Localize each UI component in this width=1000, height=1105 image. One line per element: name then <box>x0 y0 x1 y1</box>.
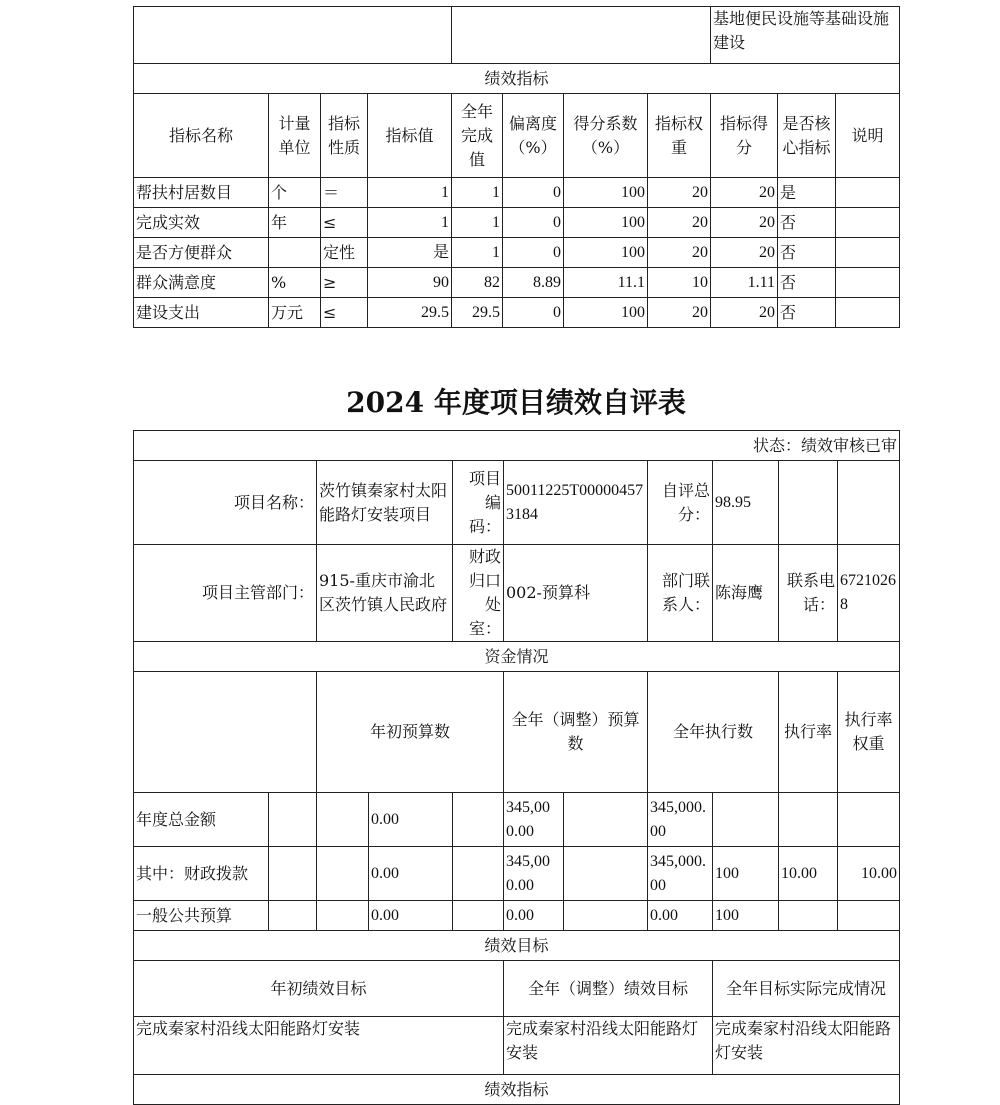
header-cell: 计量单位 <box>269 94 321 178</box>
table-row <box>134 298 900 328</box>
nature-cell: ≥ <box>321 268 368 298</box>
empty-cell <box>779 461 838 545</box>
unit-cell: 年 <box>269 208 321 238</box>
header-cell: 说明 <box>836 94 900 178</box>
page-title: 2024 年度项目绩效自评表 <box>346 386 686 419</box>
header-cell: 全年（调整）绩效目标 <box>504 961 713 1017</box>
header-cell: 全年目标实际完成情况 <box>713 961 900 1017</box>
contact-label: 部门联系人： <box>648 545 713 642</box>
empty-cell <box>269 847 317 901</box>
value-cell: 100 <box>564 298 648 328</box>
note-cell <box>836 208 900 238</box>
finance-value: 002-预算科 <box>504 545 648 642</box>
fragment-text: 基地便民设施等基础设施建设 <box>711 7 900 64</box>
dept-label: 项目主管部门： <box>134 545 317 642</box>
section-title-indicators: 绩效指标 <box>134 64 900 94</box>
empty-cell <box>134 7 452 64</box>
core-cell: 否 <box>778 208 836 238</box>
adjusted-goal: 完成秦家村沿线太阳能路灯安装 <box>504 1017 713 1075</box>
value-cell: 1 <box>452 208 503 238</box>
header-cell: 年初绩效目标 <box>134 961 504 1017</box>
empty-cell <box>564 847 648 901</box>
nature-cell: ＝ <box>321 178 368 208</box>
table-row <box>134 793 900 847</box>
value-cell: 20 <box>648 238 711 268</box>
table-row <box>134 901 900 931</box>
value-cell: 8.89 <box>503 268 564 298</box>
value-cell: 20 <box>648 298 711 328</box>
value-cell: 11.1 <box>564 268 648 298</box>
table-row <box>134 208 900 238</box>
initial-goal: 完成秦家村沿线太阳能路灯安装 <box>134 1017 504 1075</box>
adjusted-budget: 0.00 <box>504 901 564 931</box>
value-cell: 20 <box>711 178 778 208</box>
value-cell: 是 <box>368 238 452 268</box>
value-cell: 0 <box>503 298 564 328</box>
empty-cell <box>453 901 504 931</box>
empty-cell <box>269 901 317 931</box>
value-cell: 10 <box>648 268 711 298</box>
note-cell <box>836 178 900 208</box>
value-cell: 20 <box>711 238 778 268</box>
value-cell: 0 <box>503 208 564 238</box>
note-cell <box>836 298 900 328</box>
value-cell: 1 <box>368 178 452 208</box>
core-cell: 否 <box>778 268 836 298</box>
empty-cell <box>317 901 369 931</box>
empty-cell <box>564 793 648 847</box>
indicator-name: 群众满意度 <box>134 268 269 298</box>
table-row <box>134 847 900 901</box>
empty-cell <box>453 847 504 901</box>
header-cell: 执行率权重 <box>838 672 900 793</box>
section-title-indicators-bottom: 绩效指标 <box>134 1075 900 1105</box>
header-cell: 全年（调整）预算数 <box>504 672 648 793</box>
value-cell: 20 <box>648 178 711 208</box>
finance-label: 财政归口处室： <box>453 545 504 642</box>
project-name-label: 项目名称： <box>134 461 317 545</box>
goals-header-row <box>134 961 900 1017</box>
exec-weight <box>779 901 838 931</box>
value-cell: 100 <box>564 238 648 268</box>
exec-score: 10.00 <box>838 847 900 901</box>
value-cell: 1 <box>452 238 503 268</box>
header-cell: 指标值 <box>368 94 452 178</box>
table-row <box>134 1017 900 1075</box>
value-cell: 20 <box>648 208 711 238</box>
funds-label: 其中：财政拨款 <box>134 847 269 901</box>
value-cell: 29.5 <box>368 298 452 328</box>
contact-value: 陈海鹰 <box>713 545 779 642</box>
exec-score <box>838 793 900 847</box>
executed-amount: 0.00 <box>648 901 713 931</box>
header-cell: 偏离度（%） <box>503 94 564 178</box>
exec-rate <box>713 793 779 847</box>
section-title-goals: 绩效目标 <box>134 931 900 961</box>
value-cell: 90 <box>368 268 452 298</box>
phone-value: 67210268 <box>838 545 900 642</box>
core-cell: 是 <box>778 178 836 208</box>
value-cell: 20 <box>711 298 778 328</box>
empty-cell <box>317 847 369 901</box>
header-cell: 是否核心指标 <box>778 94 836 178</box>
exec-weight <box>779 793 838 847</box>
empty-cell <box>564 901 648 931</box>
indicator-name: 建设支出 <box>134 298 269 328</box>
value-cell: 82 <box>452 268 503 298</box>
dept-value: 915-重庆市渝北区茨竹镇人民政府 <box>317 545 453 642</box>
core-cell: 否 <box>778 298 836 328</box>
table-row <box>134 178 900 208</box>
executed-amount: 345,000.00 <box>648 793 713 847</box>
header-cell: 指标性质 <box>321 94 368 178</box>
actual-completion: 完成秦家村沿线太阳能路灯安装 <box>713 1017 900 1075</box>
unit-cell: 万元 <box>269 298 321 328</box>
value-cell: 0 <box>503 178 564 208</box>
empty-cell <box>317 793 369 847</box>
header-cell: 执行率 <box>779 672 838 793</box>
note-cell <box>836 268 900 298</box>
executed-amount: 345,000.00 <box>648 847 713 901</box>
indicator-name: 帮扶村居数目 <box>134 178 269 208</box>
header-cell: 年初预算数 <box>317 672 504 793</box>
phone-label: 联系电话： <box>779 545 838 642</box>
nature-cell: ≤ <box>321 298 368 328</box>
self-score: 98.95 <box>713 461 779 545</box>
indicator-header-row <box>134 94 900 178</box>
core-cell: 否 <box>778 238 836 268</box>
unit-cell <box>269 238 321 268</box>
exec-weight: 10.00 <box>779 847 838 901</box>
value-cell: 100 <box>564 178 648 208</box>
exec-rate: 100 <box>713 847 779 901</box>
nature-cell: ≤ <box>321 208 368 238</box>
funds-label: 一般公共预算 <box>134 901 269 931</box>
empty-cell <box>838 461 900 545</box>
empty-cell <box>453 793 504 847</box>
self-evaluation-table <box>133 430 900 1105</box>
note-cell <box>836 238 900 268</box>
header-cell: 得分系数（%） <box>564 94 648 178</box>
project-code: 50011225T000004573184 <box>504 461 648 545</box>
value-cell: 1.11 <box>711 268 778 298</box>
table-row <box>134 238 900 268</box>
score-label: 自评总分： <box>648 461 713 545</box>
unit-cell: 个 <box>269 178 321 208</box>
indicator-name: 完成实效 <box>134 208 269 238</box>
project-name: 茨竹镇秦家村太阳能路灯安装项目 <box>317 461 453 545</box>
header-cell: 指标名称 <box>134 94 269 178</box>
nature-cell: 定性 <box>321 238 368 268</box>
value-cell: 1 <box>368 208 452 238</box>
value-cell: 1 <box>452 178 503 208</box>
empty-cell <box>269 793 317 847</box>
initial-budget: 0.00 <box>369 901 453 931</box>
unit-cell: % <box>269 268 321 298</box>
header-cell: 全年执行数 <box>648 672 779 793</box>
initial-budget: 0.00 <box>369 847 453 901</box>
value-cell: 100 <box>564 208 648 238</box>
header-cell: 指标权重 <box>648 94 711 178</box>
section-title-funds: 资金情况 <box>134 642 900 672</box>
value-cell: 20 <box>711 208 778 238</box>
table-row <box>134 268 900 298</box>
exec-score <box>838 901 900 931</box>
project-code-label: 项目编码： <box>453 461 504 545</box>
status-text: 状态：绩效审核已审 <box>134 431 900 461</box>
funds-label: 年度总金额 <box>134 793 269 847</box>
initial-budget: 0.00 <box>369 793 453 847</box>
empty-cell <box>134 672 317 793</box>
funds-header-row <box>134 672 900 793</box>
exec-rate: 100 <box>713 901 779 931</box>
indicator-name: 是否方便群众 <box>134 238 269 268</box>
empty-cell <box>452 7 711 64</box>
top-indicator-table <box>133 6 900 328</box>
header-cell: 指标得分 <box>711 94 778 178</box>
header-cell: 全年完成值 <box>452 94 503 178</box>
adjusted-budget: 345,000.00 <box>504 793 564 847</box>
adjusted-budget: 345,000.00 <box>504 847 564 901</box>
value-cell: 29.5 <box>452 298 503 328</box>
value-cell: 0 <box>503 238 564 268</box>
